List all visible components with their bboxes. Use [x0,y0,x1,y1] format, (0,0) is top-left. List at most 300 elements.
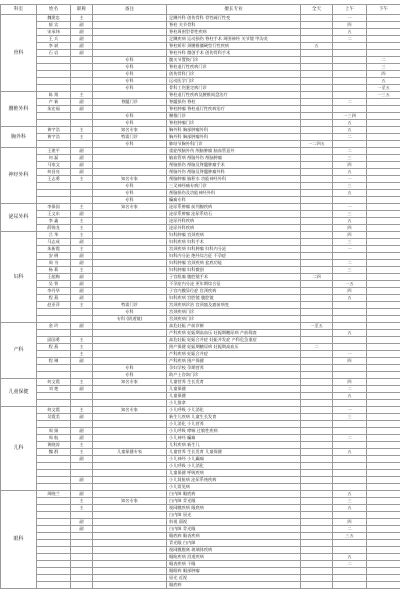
slot-afternoon [367,407,400,414]
doctor-specialty: 宫颈疾病门诊 [167,309,301,316]
slot-morning: 四 [333,519,367,526]
doctor-title: 副 [71,386,93,393]
department-name: 眼科 [1,491,37,589]
slot-full-day [301,190,333,197]
doctor-title [71,421,93,428]
slot-full-day [301,260,333,267]
doctor-title: 主 [71,267,93,274]
doctor-specialty: 眼睑疾病 泪道疾病 [167,554,301,561]
doctor-specialty: 颅脑损伤及功能神经外科 [167,190,301,197]
slot-full-day [301,71,333,78]
doctor-title: 主 [71,204,93,211]
slot-afternoon [367,29,400,36]
doctor-note [93,526,167,533]
table-row [1,274,400,281]
doctor-title [71,575,93,582]
doctor-note [93,519,167,526]
slot-afternoon [367,316,400,323]
doctor-specialty: 脊柱矫形 颈腰椎僵硬型行性疾病 [167,43,301,50]
doctor-name [37,330,71,337]
slot-full-day [301,477,333,484]
table-row [1,43,400,50]
doctor-name: 程 燕 [37,344,71,351]
doctor-title [71,78,93,85]
doctor-note [93,330,167,337]
doctor-note: 知名专家 [93,176,167,183]
slot-afternoon [367,344,400,351]
doctor-specialty: 脊柱外科 微创手术 创伤骨科手术 [167,50,301,57]
slot-morning [333,421,367,428]
slot-morning: 五 [333,29,367,36]
doctor-note [93,323,167,330]
slot-full-day [301,526,333,533]
doctor-name [37,582,71,589]
doctor-title: 副 [71,414,93,421]
department-name: 神经外科 [1,148,37,204]
doctor-specialty: 宫颈疾病诊治 宫颈癌及癌前病变 [167,302,301,309]
doctor-title: 主 [71,442,93,449]
doctor-specialty: 妇科疾病 宫腔镜 腹腔镜 [167,295,301,302]
table-row [1,225,400,232]
slot-full-day [301,316,333,323]
doctor-name [37,71,71,78]
doctor-specialty: 脊柱 关节骨科 [167,22,301,29]
doctor-name [37,533,71,540]
doctor-specialty: 妇科肿瘤 宫颈疾病 盆底功能 [167,260,301,267]
slot-afternoon [367,183,400,190]
doctor-title: 副 [71,29,93,36]
slot-afternoon [367,323,400,330]
slot-morning [333,309,367,316]
table-row [1,505,400,512]
table-row [1,407,400,414]
doctor-name: 陈 翔 [37,92,71,99]
slot-morning [333,442,367,449]
doctor-specialty: 妇科内分泌 绝经综合征 不孕症 [167,253,301,260]
slot-full-day [301,337,333,344]
slot-morning: 二 [333,36,367,43]
doctor-specialty: 小儿神经 小儿癫痫 [167,456,301,463]
doctor-specialty: 足踝疾病 运动损伤 脊柱手术 周围神经 关节镜 甲沟炎 [167,36,301,43]
doctor-note [93,246,167,253]
doctor-name: 吴 智 [37,281,71,288]
slot-afternoon [367,225,400,232]
doctor-name [37,183,71,190]
table-row [1,358,400,365]
doctor-specialty: 产科疾病 妊娠合并症 [167,351,301,358]
doctor-note [93,456,167,463]
doctor-name: 魏 群 [37,449,71,456]
doctor-note: 儿童保健专家 [93,449,167,456]
doctor-note: 专科 [93,71,167,78]
slot-morning [333,470,367,477]
slot-full-day [301,78,333,85]
doctor-note [93,106,167,113]
doctor-name [37,421,71,428]
table-row [1,554,400,561]
doctor-note [93,253,167,260]
table-row [1,134,400,141]
slot-morning: 四 [333,379,367,386]
doctor-specialty: 眼底病 眼表疾病 [167,533,301,540]
slot-full-day [301,435,333,442]
slot-afternoon [367,162,400,169]
slot-morning: 一 [333,246,367,253]
slot-morning [333,316,367,323]
doctor-name: 石 岩 [37,50,71,57]
doctor-title: 副 [71,519,93,526]
doctor-specialty: 子宫肌瘤 腹腔镜手术 [167,274,301,281]
table-row [1,50,400,57]
doctor-specialty: 宫颈疾病 妇科肿瘤 妇科内分泌 [167,246,301,253]
doctor-specialty: 小儿常见病 [167,484,301,491]
slot-morning [333,274,367,281]
doctor-note [93,505,167,512]
slot-afternoon [367,113,400,120]
doctor-name [37,113,71,120]
doctor-note [93,239,167,246]
slot-morning: 五 [333,554,367,561]
slot-afternoon [367,337,400,344]
slot-morning: 四 [333,288,367,295]
doctor-title [71,540,93,547]
slot-full-day [301,134,333,141]
doctor-note [93,260,167,267]
doctor-specialty: 胸外科 胸部肿瘤外科 [167,127,301,134]
slot-full-day [301,547,333,554]
table-row [1,456,400,463]
slot-morning: 四 [333,358,367,365]
doctor-name [37,351,71,358]
doctor-name: 薛锦龙 [37,225,71,232]
slot-full-day [301,470,333,477]
slot-afternoon [367,148,400,155]
table-row [1,491,400,498]
slot-full-day [301,358,333,365]
doctor-name [37,470,71,477]
table-row [1,57,400,64]
slot-afternoon [367,127,400,134]
doctor-specialty: 小儿肾脏病 泌尿系统疾病 [167,477,301,484]
slot-full-day [301,22,333,29]
slot-full-day [301,253,333,260]
doctor-name [37,400,71,407]
doctor-title [71,316,93,323]
table-row [1,379,400,386]
doctor-note [93,358,167,365]
doctor-note [93,267,167,274]
slot-morning: 五 [333,505,367,512]
doctor-name: 宋承炜 [37,29,71,36]
table-row [1,540,400,547]
doctor-title [71,71,93,78]
doctor-note: 脊髓门诊 [93,99,167,106]
doctor-note [93,288,167,295]
doctor-note [93,554,167,561]
doctor-name: 程 燕 [37,295,71,302]
doctor-title: 主 [71,218,93,225]
slot-morning [333,575,367,582]
doctor-name: 程 琳 [37,358,71,365]
slot-afternoon [367,211,400,218]
slot-full-day [301,463,333,470]
slot-full-day [301,407,333,414]
doctor-specialty: 重症颅脑外伤 颅脑肿瘤 脑血管意外 [167,148,301,155]
slot-full-day [301,372,333,379]
table-row [1,36,400,43]
table-row [1,92,400,99]
doctor-title: 副 [71,435,93,442]
doctor-specialty: 脊柱周围型骨性疾病 [167,29,301,36]
table-row [1,99,400,106]
slot-morning: 三 [333,267,367,274]
doctor-name [37,64,71,71]
doctor-note: 专科 [93,141,167,148]
doctor-name: 安 俐 [37,253,71,260]
doctor-note [93,344,167,351]
doctor-name [37,309,71,316]
doctor-name [37,197,71,204]
header-department: 科室 [1,5,37,15]
doctor-name [37,120,71,127]
table-row [1,400,400,407]
table-row [1,470,400,477]
slot-afternoon [367,547,400,554]
table-row [1,568,400,575]
slot-afternoon [367,36,400,43]
doctor-name: 李 鑫 [37,218,71,225]
slot-morning: 二 [333,99,367,106]
slot-afternoon [367,372,400,379]
doctor-title: 副 [71,36,93,43]
doctor-note [93,162,167,169]
table-row [1,71,400,78]
doctor-title: 主 [71,127,93,134]
doctor-name: 杨 莉 [37,267,71,274]
doctor-title [71,330,93,337]
doctor-note [93,218,167,225]
slot-afternoon [367,239,400,246]
slot-morning: 五 [333,295,367,302]
doctor-specialty: 围产保健 妊娠期糖尿病 妊娠期高血压 [167,344,301,351]
slot-full-day [301,127,333,134]
table-row [1,246,400,253]
doctor-note [93,491,167,498]
slot-morning [333,400,367,407]
doctor-specialty: 宫颈疾病门诊 [167,316,301,323]
doctor-specialty: 妇科肿瘤 妇科微创 [167,267,301,274]
table-row [1,498,400,505]
slot-afternoon [367,428,400,435]
doctor-name: 吕 华 [37,232,71,239]
doctor-specialty: 儿童营养 生长发育 儿童保健 [167,449,301,456]
slot-morning: 三 [333,498,367,505]
doctor-specialty: 癫痫专科 [167,197,301,204]
doctor-title [71,484,93,491]
doctor-name [37,190,71,197]
slot-morning: 四 [333,225,367,232]
doctor-specialty: 颅脑肿瘤 脑积水 功能神经外科 [167,176,301,183]
table-row [1,477,400,484]
slot-morning [333,57,367,64]
slot-afternoon [367,421,400,428]
doctor-name [37,78,71,85]
slot-afternoon [367,358,400,365]
table-row [1,582,400,589]
slot-afternoon [367,274,400,281]
doctor-title: 副 [71,281,93,288]
slot-morning: 三 [333,211,367,218]
slot-afternoon [367,302,400,309]
doctor-note: 专科 [93,309,167,316]
slot-full-day: 五 [301,43,333,50]
doctor-note: 特需门诊 [93,134,167,141]
department-name: 儿童保健 [1,379,37,407]
slot-full-day [301,302,333,309]
table-row [1,526,400,533]
table-row [1,141,400,148]
doctor-note: 专科 [93,78,167,85]
table-row [1,232,400,239]
doctor-specialty: 白内障 青光眼 [167,526,301,533]
doctor-title [71,113,93,120]
doctor-title: 主 [71,505,93,512]
table-row [1,295,400,302]
slot-afternoon [367,295,400,302]
slot-full-day [301,64,333,71]
doctor-title: 副 [71,274,93,281]
doctor-title: 主 [71,351,93,358]
doctor-note [93,428,167,435]
table-row [1,421,400,428]
doctor-name: 何昌亮 [37,169,71,176]
table-row [1,435,400,442]
doctor-specialty: 眼底病 [167,582,301,589]
table-row [1,519,400,526]
doctor-name: 吴霞美 [37,414,71,421]
doctor-note [93,225,167,232]
doctor-title [71,85,93,92]
table-row [1,218,400,225]
doctor-note [93,281,167,288]
slot-full-day [301,211,333,218]
doctor-title: 主 [71,176,93,183]
doctor-name: 王超梅 [37,274,71,281]
slot-morning: 五 [333,190,367,197]
slot-morning: 三 [333,183,367,190]
slot-afternoon [367,351,400,358]
doctor-title [71,64,93,71]
doctor-specialty: 子宫内膜异位症 宫颈疾病 [167,288,301,295]
table-row [1,302,400,309]
slot-morning: 二 [333,148,367,155]
slot-full-day [301,393,333,400]
doctor-title [71,197,93,204]
slot-morning: 五 [333,127,367,134]
doctor-note [93,540,167,547]
doctor-title: 副 [71,295,93,302]
slot-afternoon [367,477,400,484]
slot-afternoon [367,379,400,386]
doctor-note [93,400,167,407]
table-row [1,155,400,162]
slot-morning [333,512,367,519]
slot-afternoon [367,190,400,197]
doctor-specialty: 不孕症内分泌 更年期综合征 [167,281,301,288]
doctor-specialty: 髋关节置换门诊 [167,57,301,64]
slot-morning: 五 [333,449,367,456]
slot-morning [333,92,367,99]
doctor-note [93,169,167,176]
slot-morning [333,302,367,309]
slot-morning [333,484,367,491]
department-name: 骨科 [1,15,37,92]
slot-afternoon [367,519,400,526]
slot-afternoon [367,400,400,407]
doctor-title [71,512,93,519]
doctor-note [93,568,167,575]
slot-full-day [301,400,333,407]
slot-full-day [301,15,333,22]
doctor-specialty: 泌尿系肿瘤 前列腺疾病 [167,204,301,211]
slot-afternoon [367,491,400,498]
slot-full-day [301,176,333,183]
doctor-title: 副 [71,477,93,484]
slot-morning [333,344,367,351]
doctor-note [93,470,167,477]
table-row [1,211,400,218]
doctor-name: 邱国勇 [37,337,71,344]
doctor-name [37,554,71,561]
doctor-note [93,386,167,393]
slot-full-day: 二四 [301,274,333,281]
doctor-specialty: 泌尿外科疾病 [167,218,301,225]
slot-morning: 一 [333,351,367,358]
doctor-specialty: 腰椎门诊 [167,113,301,120]
doctor-specialty: 儿童保健 [167,386,301,393]
doctor-note [93,435,167,442]
slot-afternoon [367,456,400,463]
slot-afternoon [367,463,400,470]
doctor-name: 朱宏福 [37,106,71,113]
slot-full-day [301,568,333,575]
doctor-name: 周晓兰 [37,491,71,498]
slot-afternoon [367,470,400,477]
doctor-title [71,141,93,148]
slot-afternoon: 三 [367,64,400,71]
header-name: 姓名 [37,5,71,15]
doctor-specialty: 肺结节胸外科门诊 [167,141,301,148]
slot-morning: 二 [333,526,367,533]
doctor-title: 主 [71,246,93,253]
slot-morning: 二 [333,435,367,442]
table-row [1,288,400,295]
slot-morning: 五 [333,169,367,176]
slot-morning: 三 [333,414,367,421]
slot-full-day [301,204,333,211]
doctor-name [37,372,71,379]
slot-full-day [301,442,333,449]
doctor-specialty: 视网膜脱离 玻璃体疾病 [167,547,301,554]
doctor-title: 副 [71,456,93,463]
doctor-specialty: 颅脑损伤 颅脑及脊髓肿瘤手术 [167,162,301,169]
table-row [1,512,400,519]
doctor-specialty: 小儿呼吸 小儿消化 [167,407,301,414]
slot-full-day [301,421,333,428]
doctor-note [93,463,167,470]
doctor-note: 专科 [93,183,167,190]
slot-full-day [301,281,333,288]
